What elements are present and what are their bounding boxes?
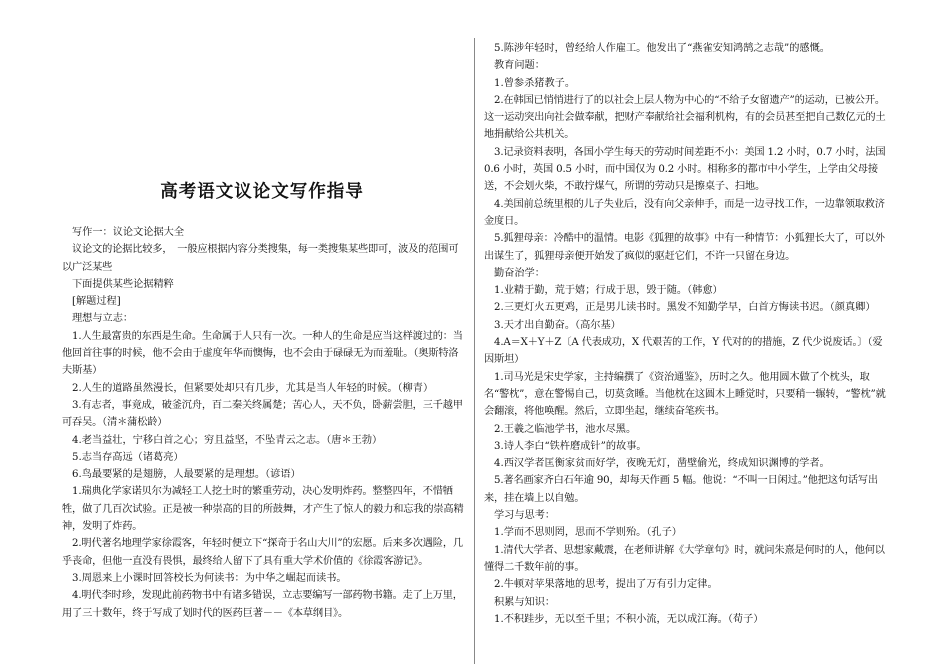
section-heading: 写作一：议论文论据大全 bbox=[72, 227, 185, 238]
list-item: 4.明代李时珍，发现此前药物书中有诸多错误，立志要编写一部药物书籍。走了上万里，用了三十数年，终于写成了划时代的医药巨著－－《本草纲目》。 bbox=[62, 590, 463, 619]
list-item: 1.司马光是宋史学家，主持编撰了《资治通鉴》，历时之久。他用圆木做了个枕头，取名“警枕”，意在警惕自己，切莫贪睡。当他枕在这圆木上睡觉时，只要稍一辗转，“警枕”就会翻滚，将他唤醒。然后，立即坐起，继续奋笔疾书。 bbox=[484, 371, 886, 418]
list-item: 2.王羲之临池学书，池水尽黑。 bbox=[494, 423, 637, 435]
list-item: 1.不积跬步，无以至千里；不积小流，无以成江海。（荀子） bbox=[494, 613, 764, 625]
list-item: 2.牛顿对苹果落地的思考，提出了万有引力定律。 bbox=[494, 579, 718, 591]
list-item: 3.记录资料表明，各国小学生每天的劳动时间差距不小：美国 1.2 小时，0.7 小时，法国 0.6 小时，英国 0.5 小时，而中国仅为 0.2 小时。相称多的都市中小学生，上学由父母接送，不会划火柴，不敢拧煤气，所谓的劳动只是擦桌子、扫地。 bbox=[484, 146, 886, 193]
list-item: 1.曾参杀猪教子。 bbox=[494, 77, 576, 89]
list-item: 5.狐狸母亲：冷酷中的温情。电影《狐狸的故事》中有一种情节：小狐狸长大了，可以外出谋生了，狐狸母亲便开始发了疯似的驱赶它们，不许一只留在身边。 bbox=[484, 233, 885, 262]
list-item: 3.周恩来上小课时回答校长为何读书：为中华之崛起而读书。 bbox=[72, 572, 347, 584]
section-heading: 积累与知识： bbox=[494, 596, 556, 608]
document-title: 高考语文议论文写作指导 bbox=[160, 182, 364, 202]
list-item: 3.有志者，事竟成，破釜沉舟，百二秦关终属楚；苦心人，天不负，卧薪尝胆，三千越甲可吞吴。（清＊蒲松龄） bbox=[62, 399, 463, 429]
paragraph: 议论文的论据比较多， 一般应根据内容分类搜集，每一类搜集某些即可，波及的范围可以广泛某些 bbox=[62, 244, 459, 273]
list-item: 4.西汉学者匡衡家贫而好学，夜晚无灯，凿壁偷光，终成知识渊博的学者。 bbox=[494, 458, 830, 470]
list-item: 5.陈涉年轻时，曾经给人作雇工。他发出了“燕雀安知鸿鹄之志哉”的感慨。 bbox=[494, 43, 830, 54]
list-item: 1.瑞典化学家诺贝尔为减轻工人挖土时的繁重劳动，决心发明炸药。整整四年，不惜牺牲，做了几百次试验。正是被一种崇高的目的所鼓舞，才产生了惊人的毅力和忘我的崇高精神，发明了炸药。 bbox=[62, 486, 464, 533]
list-item: 3.诗人李白“铁杵磨成针”的故事。 bbox=[494, 440, 647, 452]
section-heading: 教育问题： bbox=[494, 60, 545, 72]
list-item: 2.在韩国已悄悄进行了的以社会上层人物为中心的“不给子女留遗产”的运动，已被公开。这一运动突出向社会做奉献，把财产奉献给社会福利机构，有的会员甚至把自己数亿元的土地捐献给公共机关。 bbox=[484, 94, 886, 141]
list-item: 4.美国前总统里根的儿子失业后，没有向父亲伸手，而是一边寻找工作，一边靠领取救济金度日。 bbox=[484, 198, 885, 227]
paragraph: [解题过程] bbox=[72, 296, 121, 308]
list-item: 5.著名画家齐白石年逾 90，却每天作画 5 幅。他说：“不叫一日闲过。”他把这句话写出来，挂在墙上以自勉。 bbox=[484, 475, 878, 504]
list-item: 4.A＝X＋Y＋Z〔A 代表成功，X 代艰苦的工作，Y 代对的的措施，Z 代少说废话。〕（爱因斯坦） bbox=[484, 337, 883, 366]
list-item: 3.天才出自勤奋。（高尔基） bbox=[494, 319, 621, 331]
column-divider bbox=[474, 38, 475, 664]
section-heading: 勤奋治学： bbox=[494, 267, 545, 279]
paragraph: 下面提供某些论据精粹 bbox=[72, 278, 174, 290]
section-heading: 学习与思考： bbox=[494, 510, 556, 522]
right-column bbox=[484, 40, 886, 628]
list-item: 1.学而不思则罔，思而不学则殆。（孔子） bbox=[494, 527, 682, 539]
list-item: 5.志当存高远（诸葛亮） bbox=[72, 451, 184, 463]
list-item: 1.业精于勤，荒于嬉；行成于思，毁于随。（韩愈） bbox=[494, 285, 723, 297]
section-heading: 理想与立志： bbox=[72, 313, 134, 325]
list-item: 2.人生的道路虽然漫长，但紧要处却只有几步，尤其是当人年轻的时候。（柳青） bbox=[72, 382, 434, 394]
list-item: 6.鸟最要紧的是翅膀，人最要紧的是理想。（谚语） bbox=[72, 469, 301, 481]
list-item: 2.明代著名地理学家徐霞客，年轻时便立下“探奇于名山大川”的宏愿。后来多次遇险，几乎丧命，但他一直没有畏惧，最终给人留下了具有重大学术价值的《徐霞客游记》。 bbox=[62, 538, 463, 567]
list-item: 1.人生最富贵的东西是生命。生命属于人只有一次。一种人的生命是应当这样渡过的：当他回首往事的时候，他不会由于虚度年华而懊悔，也不会由于碌碌无为而羞耻。（奥斯特洛夫斯基） bbox=[62, 330, 463, 377]
list-item: 2.三更灯火五更鸡，正是男儿读书时。黑发不知勤学早，白首方悔读书迟。（颜真卿） bbox=[494, 302, 876, 314]
list-item: 4.老当益壮，宁移白首之心；穷且益坚，不坠青云之志。（唐＊王勃） bbox=[72, 434, 383, 446]
list-item: 1.清代大学者、思想家戴震，在老师讲解《大学章句》时，就问朱熹是何时的人，他何以懂得二千数年前的事。 bbox=[484, 544, 885, 573]
